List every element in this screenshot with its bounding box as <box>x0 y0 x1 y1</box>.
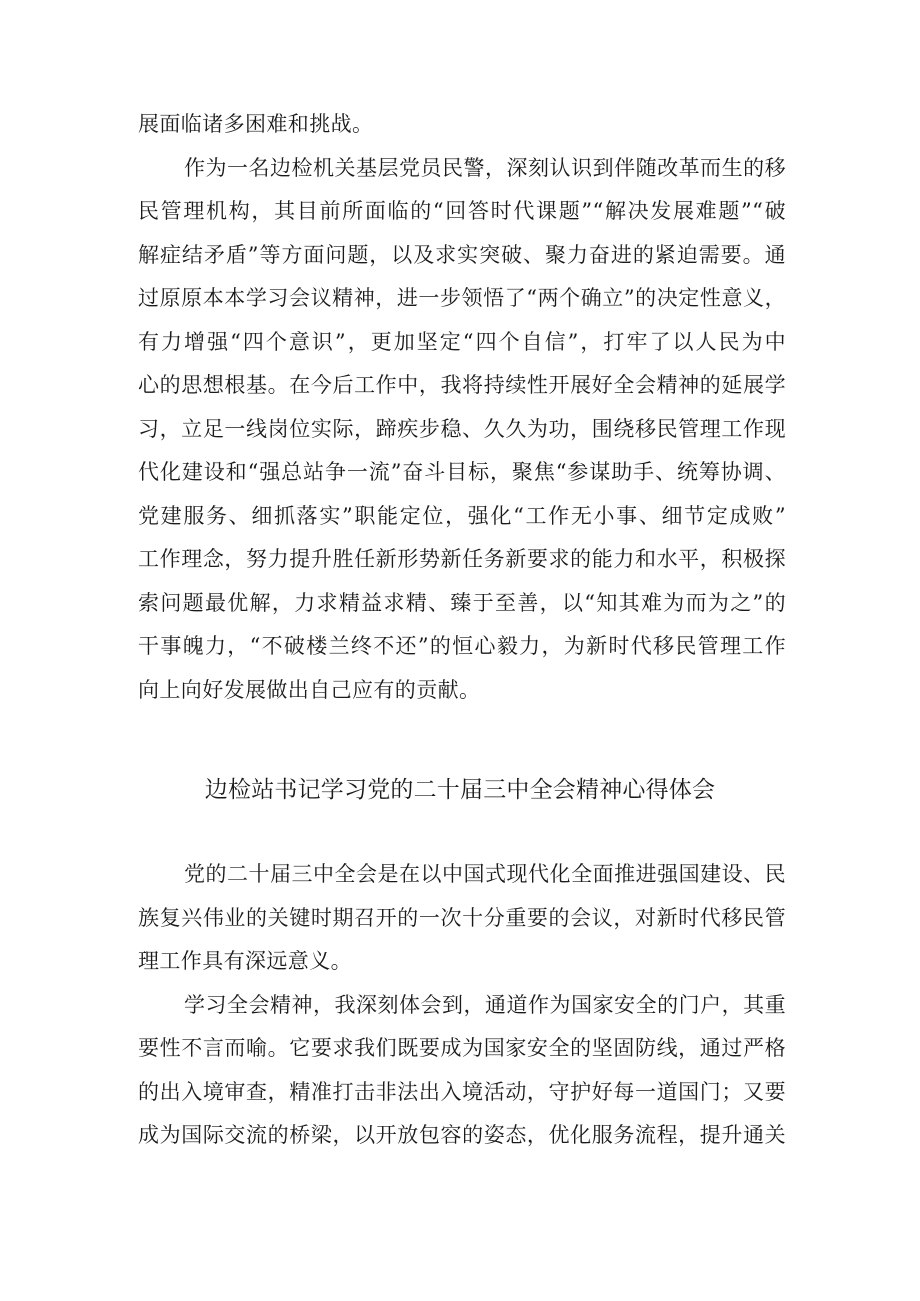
text-line: 党的二十届三中全会是在以中国式现代化全面推进强国建设、民 <box>184 862 786 886</box>
paragraph-intro <box>138 853 786 984</box>
text-line: 有力增强“四个意识”，更加坚定“四个自信”，打牢了以人民为中 <box>138 329 786 354</box>
text-line: 理工作具有深远意义。 <box>138 949 352 973</box>
text-line: 展面临诸多困难和挑战。 <box>138 112 374 136</box>
text-line: 心的思想根基。在今后工作中，我将持续性开展好全会精神的延展学 <box>138 373 786 397</box>
section-1 <box>138 103 786 712</box>
text-line: 工作理念，努力提升胜任新形势新任务新要求的能力和水平，积极探 <box>138 547 786 571</box>
section-2 <box>138 853 786 1158</box>
paragraph-study <box>138 984 786 1158</box>
text-line: 作为一名边检机关基层党员民警，深刻认识到伴随改革而生的移 <box>184 155 786 180</box>
section-heading: 边检站书记学习党的二十届三中全会精神心得体会 <box>204 777 716 803</box>
text-line: 索问题最优解，力求精益求精、臻于至善，以“知其难为而为之”的 <box>138 590 786 615</box>
paragraph-continuation <box>138 103 786 147</box>
text-line: 干事魄力，“不破楼兰终不还”的恒心毅力，为新时代移民管理工作 <box>138 634 786 658</box>
text-line: 过原原本本学习会议精神，进一步领悟了“两个确立”的决定性意义， <box>138 286 786 310</box>
text-line: 民管理机构，其目前所面临的“回答时代课题”“解决发展难题”“破 <box>138 199 786 223</box>
text-line: 学习全会精神，我深刻体会到，通道作为国家安全的门户，其重 <box>184 992 786 1017</box>
text-line: 成为国际交流的桥梁，以开放包容的姿态，优化服务流程，提升通关 <box>138 1123 786 1147</box>
text-line: 代化建设和“强总站争一流”奋斗目标，聚焦“参谋助手、统筹协调、 <box>138 460 786 484</box>
text-line: 党建服务、细抓落实”职能定位，强化“工作无小事、细节定成败” <box>138 503 786 528</box>
text-line: 向上向好发展做出自己应有的贡献。 <box>138 677 481 702</box>
text-line: 解症结矛盾”等方面问题，以及求实突破、聚力奋进的紧迫需要。通 <box>138 242 786 267</box>
text-line: 要性不言而喻。它要求我们既要成为国家安全的坚固防线，通过严格 <box>138 1036 786 1060</box>
text-line: 族复兴伟业的关键时期召开的一次十分重要的会议，对新时代移民管 <box>138 905 786 930</box>
text-line: 的出入境审查，精准打击非法出入境活动，守护好每一道国门；又要 <box>138 1079 786 1104</box>
paragraph-commitment <box>138 147 786 713</box>
text-line: 习，立足一线岗位实际，蹄疾步稳、久久为功，围绕移民管理工作现 <box>138 416 786 441</box>
